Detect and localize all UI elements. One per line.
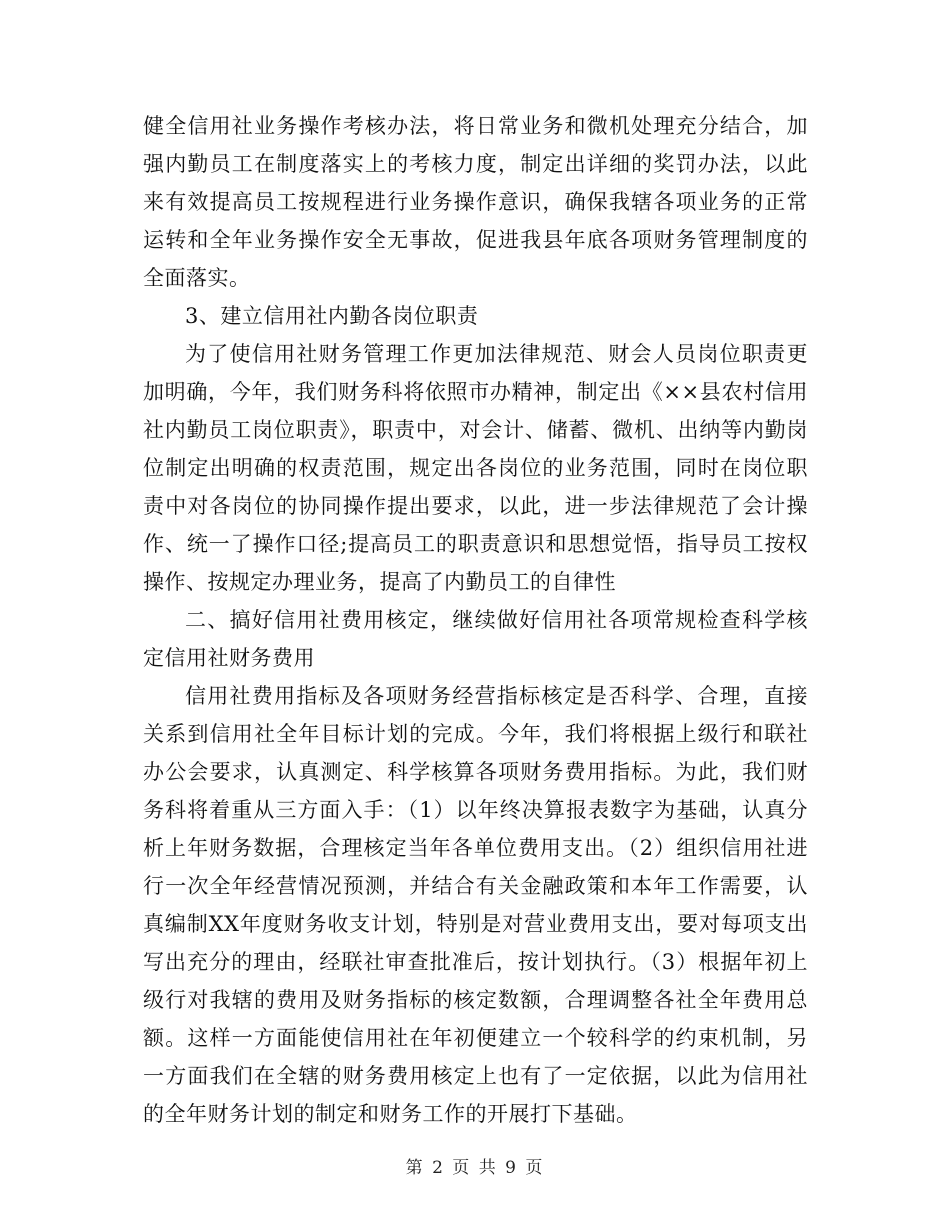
document-body <box>143 107 808 1133</box>
paragraph-4-heading: 二、搞好信用社费用核定，继续做好信用社各项常规检查科学核定信用社财务费用 <box>143 608 808 670</box>
paragraph-5: 信用社费用指标及各项财务经营指标核定是否科学、合理，直接关系到信用社全年目标计划的完成。今年，我们将根据上级行和联社办公会要求，认真测定、科学核算各项财务费用指标。为此，我们财务科将着重从三方面入手：（1）以年终决算报表数字为基础，认真分析上年财务数据，合理核定当年各单位费用支出。（2）组织信用社进行一次全年经营情况预测，并结合有关金融政策和本年工作需要，认真编制XX年度财务收支计划，特别是对营业费用支出，要对每项支出写出充分的理由，经联社审查批准后，按计划执行。（3）根据年初上级行对我辖的费用及财务指标的核定数额，合理调整各社全年费用总额。这样一方面能使信用社在年初便建立一个较科学的约束机制，另一方面我们在全辖的财务费用核定上也有了一定依据，以此为信用社的全年财务计划的制定和财务工作的开展打下基础。 <box>143 684 808 1126</box>
paragraph-1: 健全信用社业务操作考核办法，将日常业务和微机处理充分结合，加强内勤员工在制度落实上的考核力度，制定出详细的奖罚办法，以此来有效提高员工按规程进行业务操作意识，确保我辖各项业务的正常运转和全年业务操作安全无事故，促进我县年底各项财务管理制度的全面落实。 <box>143 114 808 290</box>
paragraph-2-heading: 3、建立信用社内勤各岗位职责 <box>185 304 479 328</box>
paragraph-3: 为了使信用社财务管理工作更加法律规范、财会人员岗位职责更加明确，今年，我们财务科将依照市办精神，制定出《××县农村信用社内勤员工岗位职责》，职责中，对会计、储蓄、微机、出纳等内勤岗位制定出明确的权责范围，规定出各岗位的业务范围，同时在岗位职责中对各岗位的协同操作提出要求，以此，进一步法律规范了会计操作、统一了操作口径;提高员工的职责意识和思想觉悟，指导员工按权操作、按规定办理业务，提高了内勤员工的自律性 <box>143 342 808 594</box>
page-number-footer: 第 2 页 共 9 页 <box>405 1158 545 1178</box>
